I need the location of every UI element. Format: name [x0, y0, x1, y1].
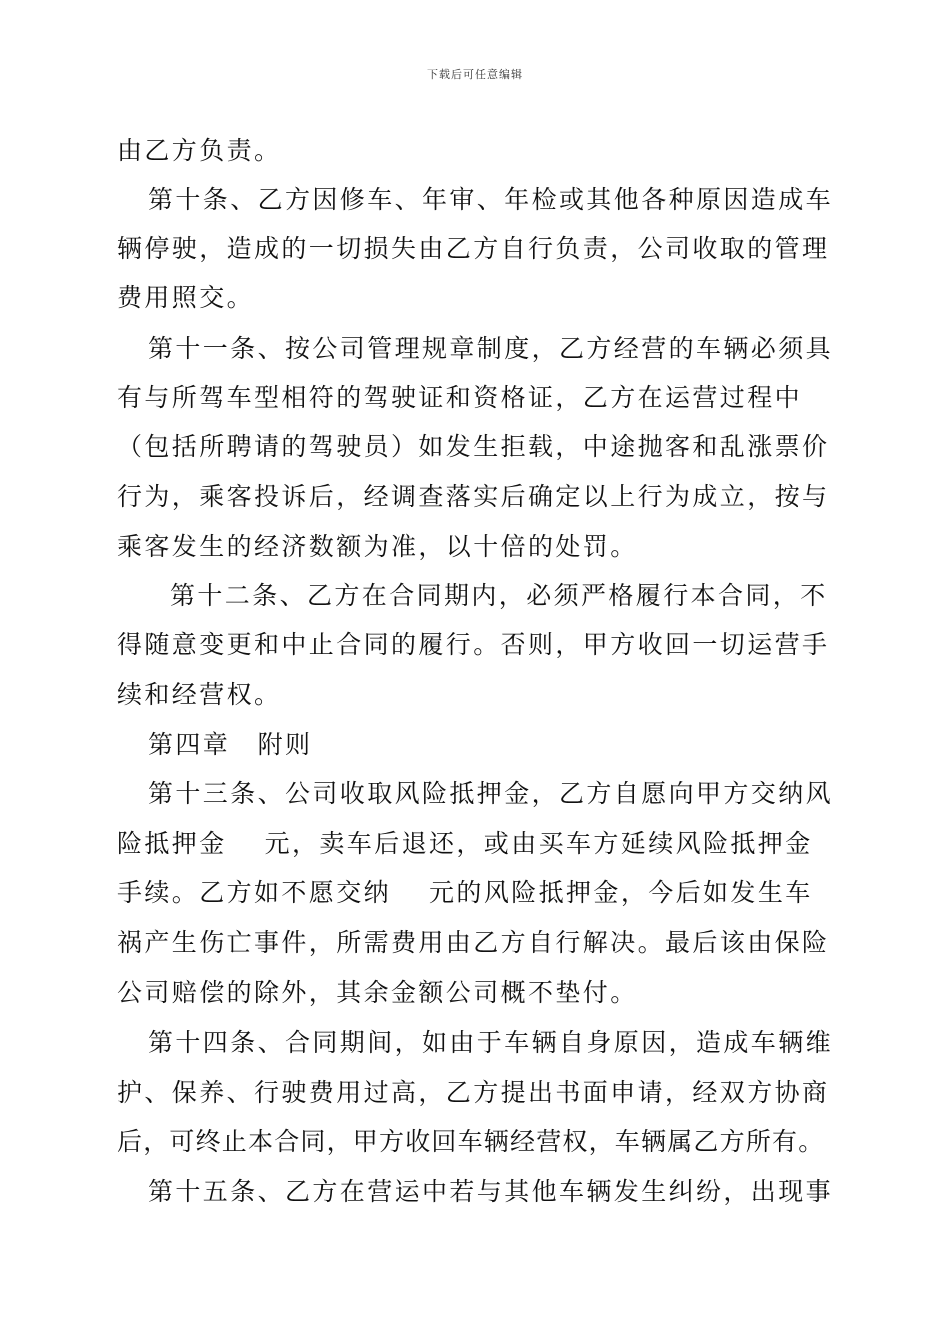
- text-line: 得随意变更和中止合同的履行。否则，甲方收回一切运营手: [117, 630, 830, 659]
- text-line: 第十一条、按公司管理规章制度，乙方经营的车辆必须具: [148, 334, 834, 363]
- text-segment: 元的风险抵押金，今后如发生车: [429, 878, 813, 907]
- text-segment: 手续。乙方如不愿交纳: [117, 878, 392, 907]
- text-line: 乘客发生的经济数额为准，以十倍的处罚。: [117, 532, 638, 561]
- text-line: 第十四条、合同期间，如由于车辆自身原因，造成车辆维: [148, 1028, 834, 1057]
- text-line: 有与所驾车型相符的驾驶证和资格证，乙方在运营过程中: [117, 383, 803, 412]
- text-line: 辆停驶，造成的一切损失由乙方自行负责，公司收取的管理: [117, 234, 830, 263]
- text-line: 续和经营权。: [117, 680, 282, 709]
- text-line: 第十五条、乙方在营运中若与其他车辆发生纠纷，出现事: [148, 1177, 834, 1206]
- text-segment: 元，卖车后退还，或由买车方延续风险抵押金: [264, 829, 813, 858]
- text-line: 由乙方负责。: [117, 136, 282, 165]
- text-line: [117, 829, 813, 859]
- page-header: 下载后可任意编辑: [427, 68, 523, 81]
- text-line: 费用照交。: [117, 283, 255, 312]
- text-segment: 险抵押金: [117, 829, 227, 858]
- text-line: 第十三条、公司收取风险抵押金，乙方自愿向甲方交纳风: [148, 779, 834, 808]
- text-line: 祸产生伤亡事件，所需费用由乙方自行解决。最后该由保险: [117, 928, 830, 957]
- chapter-heading: 第四章 附则: [148, 730, 313, 759]
- text-line: （包括所聘请的驾驶员）如发生拒载，中途抛客和乱涨票价: [117, 432, 830, 461]
- text-line: 第十条、乙方因修车、年审、年检或其他各种原因造成车: [148, 185, 834, 214]
- text-line: 后，可终止本合同，甲方收回车辆经营权，车辆属乙方所有。: [117, 1127, 825, 1156]
- text-line: 公司赔偿的除外，其余金额公司概不垫付。: [117, 978, 638, 1007]
- text-line: [117, 878, 813, 908]
- text-line: 第十二条、乙方在合同期内，必须严格履行本合同，不: [170, 581, 828, 610]
- text-line: 行为，乘客投诉后，经调查落实后确定以上行为成立，按与: [117, 482, 830, 511]
- text-line: 护、保养、行驶费用过高，乙方提出书面申请，经双方协商: [117, 1078, 830, 1107]
